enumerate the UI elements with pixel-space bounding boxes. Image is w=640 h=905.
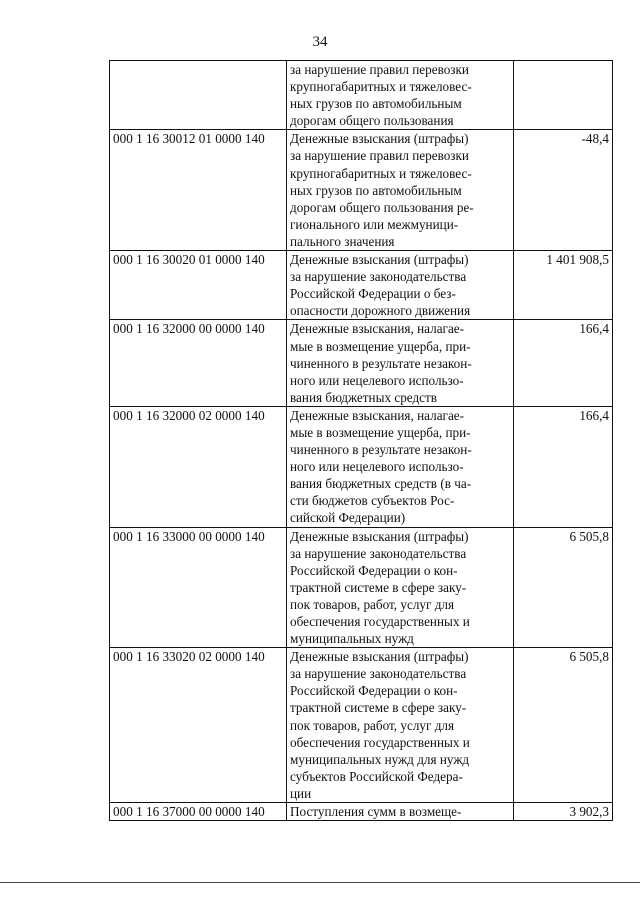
table-row (110, 320, 613, 406)
table-body (110, 61, 613, 821)
revenue-name-line: чиненного в результате незакон- (290, 355, 472, 371)
revenue-name-line: опасности дорожного движения (290, 303, 471, 319)
budget-code-cell: 000 1 16 37000 00 0000 140 (110, 803, 287, 821)
revenue-name-line: Российской Федерации о кон- (290, 562, 458, 578)
amount-cell: 166,4 (514, 406, 613, 527)
revenue-name-line: Денежные взыскания, налагае- (290, 321, 465, 337)
revenue-name-line: ного или нецелевого использо- (290, 372, 464, 388)
revenue-name-line: субъектов Российской Федера- (290, 768, 463, 784)
revenue-name-line: Денежные взыскания (штрафы) (290, 252, 469, 268)
revenue-name-line: ных грузов по автомобильным (290, 182, 462, 198)
budget-code-cell: 000 1 16 32000 02 0000 140 (110, 406, 287, 527)
revenue-name-cell (287, 320, 514, 406)
revenue-name-line: пок товаров, работ, услуг для (290, 717, 455, 733)
budget-revenue-table (109, 60, 613, 821)
table-row (110, 648, 613, 803)
amount-cell (514, 61, 613, 130)
table-row (110, 803, 613, 821)
revenue-name-line: ного или нецелевого использо- (290, 459, 464, 475)
revenue-name-line: за нарушение правил перевозки (290, 148, 469, 164)
budget-code-cell: 000 1 16 30020 01 0000 140 (110, 251, 287, 320)
revenue-name-line: трактной системе в сфере заку- (290, 579, 467, 595)
table-row (110, 130, 613, 251)
revenue-name-line: чиненного в результате незакон- (290, 442, 472, 458)
revenue-name-line: обеспечения государственных и (290, 614, 470, 629)
revenue-name-cell (287, 130, 514, 251)
revenue-name-cell (287, 251, 514, 320)
budget-code-cell: 000 1 16 33020 02 0000 140 (110, 648, 287, 803)
amount-cell: -48,4 (514, 130, 613, 251)
revenue-name-line: муниципальных нужд для нужд (290, 751, 470, 767)
amount-cell: 6 505,8 (514, 527, 613, 648)
revenue-name-line: трактной системе в сфере заку- (290, 700, 467, 716)
revenue-name-line: за нарушение законодательства (290, 666, 467, 682)
table-row (110, 251, 613, 320)
revenue-name-cell (287, 406, 514, 527)
revenue-name-line: обеспечения государственных и (290, 734, 470, 750)
page-number: 34 (312, 34, 328, 50)
revenue-name-line: дорогам общего пользования ре- (290, 199, 474, 215)
revenue-name-line: мые в возмещение ущерба, при- (290, 424, 471, 440)
table-row (110, 527, 613, 648)
revenue-name-cell (287, 61, 514, 130)
revenue-name-line: ных грузов по автомобильным (290, 96, 462, 112)
revenue-name-line: ции (290, 785, 312, 801)
revenue-name-line: Денежные взыскания (штрафы) (290, 649, 469, 665)
budget-code-cell: 000 1 16 33000 00 0000 140 (110, 527, 287, 648)
revenue-name-line: сти бюджетов субъектов Рос- (290, 493, 455, 509)
amount-cell: 3 902,3 (514, 803, 613, 821)
revenue-name-cell (287, 527, 514, 648)
budget-code-cell: 000 1 16 30012 01 0000 140 (110, 130, 287, 251)
table-row (110, 406, 613, 527)
bottom-rule (0, 882, 640, 883)
amount-cell: 166,4 (514, 320, 613, 406)
revenue-name-line: крупногабаритных и тяжеловес- (290, 79, 472, 95)
revenue-name-line: крупногабаритных и тяжеловес- (290, 165, 472, 181)
revenue-name-line: Денежные взыскания (штрафы) (290, 131, 469, 147)
amount-cell: 6 505,8 (514, 648, 613, 803)
amount-cell: 1 401 908,5 (514, 251, 613, 320)
revenue-name-line: Российской Федерации о кон- (290, 683, 458, 699)
revenue-name-line: за нарушение законодательства (290, 545, 467, 561)
revenue-name-cell (287, 803, 514, 821)
budget-code-cell (110, 61, 287, 130)
revenue-name-line: сийской Федерации) (290, 510, 406, 526)
revenue-name-line: Поступления сумм в возмеще- (290, 804, 462, 820)
revenue-name-line: пок товаров, работ, услуг для (290, 596, 455, 612)
revenue-name-line: Российской Федерации о без- (290, 286, 456, 302)
revenue-name-line: Денежные взыскания (штрафы) (290, 528, 469, 544)
revenue-name-cell (287, 648, 514, 803)
table-row (110, 61, 613, 130)
revenue-name-line: дорогам общего пользования (290, 113, 454, 129)
revenue-name-line: вания бюджетных средств (290, 389, 438, 405)
revenue-name-line: мые в возмещение ущерба, при- (290, 338, 471, 354)
budget-code-cell: 000 1 16 32000 00 0000 140 (110, 320, 287, 406)
revenue-name-line: вания бюджетных средств (в ча- (290, 476, 472, 492)
revenue-name-line: муниципальных нужд (290, 631, 414, 647)
revenue-name-line: за нарушение правил перевозки (290, 62, 469, 77)
revenue-name-line: гионального или межмуници- (290, 216, 459, 232)
revenue-name-line: за нарушение законодательства (290, 269, 467, 285)
revenue-name-line: пального значения (290, 233, 395, 249)
revenue-name-line: Денежные взыскания, налагае- (290, 407, 465, 423)
